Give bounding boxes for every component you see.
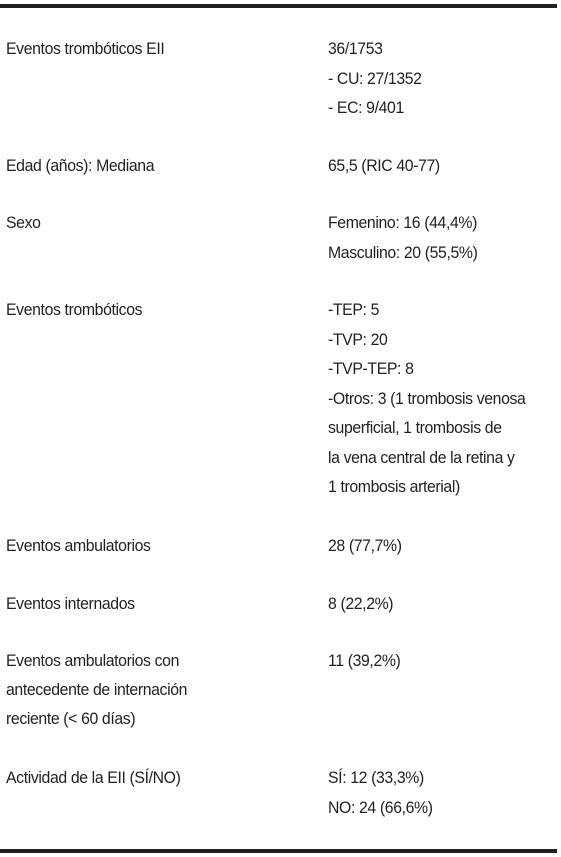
label-line: antecedente de internación: [6, 680, 188, 699]
label-line: reciente (< 60 días): [6, 709, 136, 728]
value-line: NO: 24 (66,6%): [328, 797, 433, 817]
label-line: Eventos ambulatorios con: [6, 651, 179, 670]
label-line: Eventos trombóticos EII: [6, 39, 165, 58]
value-line: 65,5 (RIC 40-77): [328, 156, 440, 175]
row-label: [6, 295, 285, 324]
row-label: [6, 589, 285, 618]
value-line: 1 trombosis arterial): [328, 477, 460, 496]
label-line: Sexo: [6, 213, 41, 232]
value-line: la vena central de la retina y: [328, 447, 515, 467]
value-line: 11 (39,2%): [328, 651, 401, 670]
label-line: Eventos internados: [6, 594, 135, 613]
row-value: [328, 151, 551, 181]
label-line: Actividad de la EII (SÍ/NO): [6, 768, 181, 787]
value-line: Masculino: 20 (55,5%): [328, 242, 478, 262]
row-value: [328, 531, 551, 561]
row-value: [328, 763, 551, 822]
value-line: 8 (22,2%): [328, 594, 394, 613]
row-label: [6, 208, 285, 237]
value-line: - EC: 9/401: [328, 98, 404, 117]
row-label: [6, 34, 285, 63]
value-line: SÍ: 12 (33,3%): [328, 768, 424, 787]
row-value: [328, 589, 551, 619]
value-line: Femenino: 16 (44,4%): [328, 213, 477, 232]
value-line: -TEP: 5: [328, 300, 379, 319]
label-line: Eventos ambulatorios: [6, 536, 151, 555]
value-line: superficial, 1 trombosis de: [328, 418, 502, 437]
value-line: 36/1753: [328, 39, 383, 58]
table-bottom-rule: [0, 849, 557, 853]
table-top-rule: [0, 4, 557, 8]
row-value: [328, 34, 551, 123]
row-value: [328, 646, 551, 676]
row-label: [6, 151, 285, 180]
row-value: [328, 208, 551, 267]
value-line: -TVP: 20: [328, 329, 388, 349]
row-label: [6, 646, 285, 733]
row-value: [328, 295, 551, 502]
value-line: - CU: 27/1352: [328, 68, 422, 88]
value-line: -TVP-TEP: 8: [328, 359, 414, 378]
label-line: Edad (años): Mediana: [6, 156, 155, 175]
value-line: 28 (77,7%): [328, 536, 402, 555]
row-label: [6, 763, 285, 792]
value-line: -Otros: 3 (1 trombosis venosa: [328, 388, 526, 408]
row-label: [6, 531, 285, 560]
label-line: Eventos trombóticos: [6, 300, 143, 319]
